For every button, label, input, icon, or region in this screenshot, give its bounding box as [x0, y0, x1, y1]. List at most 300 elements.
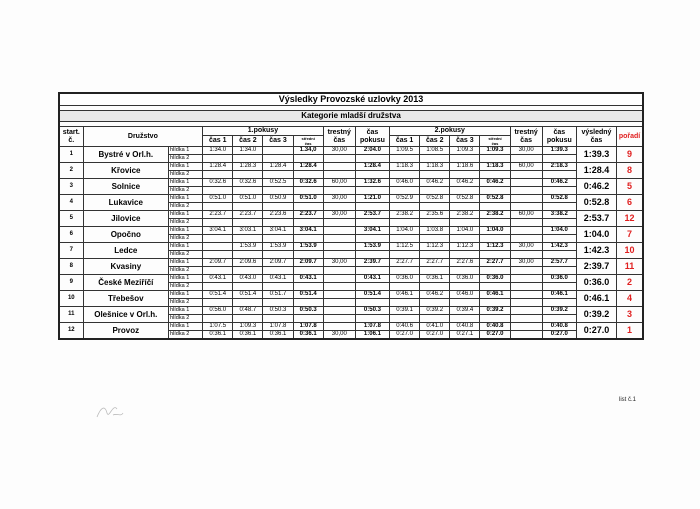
- patrol-2-attempt-time-1: [355, 203, 389, 211]
- patrol-2-penalty-1: [323, 235, 355, 243]
- final-time: 0:27.0: [576, 323, 616, 340]
- median-time-1: 1:28.4: [293, 163, 323, 171]
- attempt-1-time-2: 0:51.4: [233, 291, 263, 299]
- patrol-2-attempt-2-cell: [420, 251, 450, 259]
- patrol-2-attempt-2-cell: [420, 187, 450, 195]
- patrol-2-attempt-1-cell: [293, 219, 323, 227]
- patrol-2-attempt-2-cell: [450, 299, 480, 307]
- header-penalty-1: trestný čas: [323, 127, 355, 147]
- median-time-1: 1:07.8: [293, 323, 323, 331]
- penalty-2: 30,00: [510, 147, 542, 155]
- header-median-b: střední čas: [480, 136, 510, 147]
- patrol-label-1: hlídka 1: [169, 275, 203, 283]
- patrol-2-attempt-2-cell: [480, 155, 510, 163]
- penalty-1: [323, 243, 355, 251]
- attempt-1-time-2: 2:09.6: [233, 259, 263, 267]
- attempt-1-time-3: 3:04.1: [263, 227, 293, 235]
- attempt-time-1: 0:43.1: [355, 275, 389, 283]
- patrol-2-attempt-2-cell: [450, 171, 480, 179]
- team-name: Jilovice: [83, 211, 168, 227]
- attempt-time-2: 2:18.3: [542, 163, 576, 171]
- patrol-2-penalty-2: [510, 203, 542, 211]
- attempt-2-time-3: 0:46.2: [450, 179, 480, 187]
- patrol-2-penalty-2: [510, 315, 542, 323]
- patrol-2-attempt-2-cell: [450, 315, 480, 323]
- attempt-2-time-2: 1:03.8: [420, 227, 450, 235]
- attempt-1-time-1: 1:34.0: [203, 147, 233, 155]
- attempt-time-1: 1:07.8: [355, 323, 389, 331]
- median-time-2: 0:46.1: [480, 291, 510, 299]
- patrol-2-attempt-2-cell: [390, 187, 420, 195]
- patrol-2-attempt-1-cell: [263, 267, 293, 275]
- attempt-time-2: 3:38.2: [542, 211, 576, 219]
- patrol-2-attempt-2-cell: 0:27.0: [480, 331, 510, 340]
- start-number: 9: [59, 275, 83, 291]
- attempt-1-time-3: 2:23.6: [263, 211, 293, 219]
- header-start-number: start. č.: [59, 127, 83, 147]
- patrol-2-attempt-1-cell: [203, 203, 233, 211]
- patrol-2-attempt-1-cell: [203, 187, 233, 195]
- patrol-2-attempt-1-cell: [203, 155, 233, 163]
- final-time: 1:42.3: [576, 243, 616, 259]
- patrol-2-attempt-2-cell: [450, 155, 480, 163]
- patrol-2-attempt-1-cell: [293, 283, 323, 291]
- header-attempt-2: 2.pokusy: [390, 127, 511, 136]
- start-number: 8: [59, 259, 83, 275]
- attempt-time-2: 0:39.2: [542, 307, 576, 315]
- patrol-2-attempt-time-2: [542, 203, 576, 211]
- patrol-label-1: hlídka 1: [169, 323, 203, 331]
- attempt-1-time-2: 1:53.9: [233, 243, 263, 251]
- start-number: 6: [59, 227, 83, 243]
- table-row: [59, 211, 643, 219]
- attempt-time-2: 1:39.3: [542, 147, 576, 155]
- team-name: Provoz: [83, 323, 168, 340]
- patrol-2-attempt-time-2: [542, 283, 576, 291]
- patrol-2-attempt-2-cell: [390, 283, 420, 291]
- final-time: 1:04.0: [576, 227, 616, 243]
- attempt-1-time-1: 0:51.0: [203, 195, 233, 203]
- patrol-2-penalty-1: [323, 267, 355, 275]
- patrol-2-penalty-1: 30,00: [323, 331, 355, 340]
- penalty-1: [323, 323, 355, 331]
- patrol-2-attempt-1-cell: [233, 315, 263, 323]
- attempt-time-1: 0:50.3: [355, 307, 389, 315]
- rank: 6: [617, 195, 643, 211]
- team-name: Lukavice: [83, 195, 168, 211]
- attempt-2-time-2: 2:35.6: [420, 211, 450, 219]
- patrol-2-penalty-1: [323, 203, 355, 211]
- patrol-2-attempt-time-1: [355, 283, 389, 291]
- median-time-2: 1:18.3: [480, 163, 510, 171]
- patrol-2-attempt-1-cell: [203, 283, 233, 291]
- patrol-2-attempt-1-cell: [203, 171, 233, 179]
- median-time-2: 0:36.0: [480, 275, 510, 283]
- attempt-2-time-2: 0:52.8: [420, 195, 450, 203]
- header-final-time: výsledný čas: [576, 127, 616, 147]
- patrol-label-2: hlídka 2: [169, 155, 203, 163]
- attempt-2-time-2: 0:46.2: [420, 291, 450, 299]
- patrol-2-attempt-2-cell: [420, 299, 450, 307]
- attempt-time-2: 0:36.0: [542, 275, 576, 283]
- patrol-label-1: hlídka 1: [169, 307, 203, 315]
- rank: 1: [617, 323, 643, 340]
- attempt-2-time-1: 1:04.0: [390, 227, 420, 235]
- penalty-2: 30,00: [510, 259, 542, 267]
- patrol-2-attempt-1-cell: [233, 171, 263, 179]
- rank: 3: [617, 307, 643, 323]
- penalty-1: 30,00: [323, 147, 355, 155]
- penalty-1: 30,00: [323, 195, 355, 203]
- patrol-2-attempt-time-1: 1:06.1: [355, 331, 389, 340]
- patrol-2-attempt-2-cell: [390, 171, 420, 179]
- team-name: Bystré v Orl.h.: [83, 147, 168, 163]
- median-time-2: 2:27.7: [480, 259, 510, 267]
- patrol-2-attempt-1-cell: [233, 187, 263, 195]
- patrol-2-penalty-1: [323, 171, 355, 179]
- patrol-label-1: hlídka 1: [169, 211, 203, 219]
- patrol-2-attempt-time-2: [542, 155, 576, 163]
- patrol-label-2: hlídka 2: [169, 283, 203, 291]
- attempt-2-time-1: 0:36.0: [390, 275, 420, 283]
- header-time-3a: čas 3: [263, 136, 293, 147]
- attempt-1-time-1: 2:23.7: [203, 211, 233, 219]
- rank: 2: [617, 275, 643, 291]
- median-time-1: 0:51.4: [293, 291, 323, 299]
- patrol-2-attempt-2-cell: [480, 235, 510, 243]
- rank: 5: [617, 179, 643, 195]
- attempt-2-time-3: 1:18.6: [450, 163, 480, 171]
- patrol-2-attempt-1-cell: [263, 251, 293, 259]
- patrol-2-attempt-2-cell: [420, 283, 450, 291]
- patrol-2-penalty-2: [510, 251, 542, 259]
- start-number: 1: [59, 147, 83, 163]
- pencil-scribble: [93, 395, 133, 425]
- penalty-1: [323, 275, 355, 283]
- patrol-2-attempt-1-cell: [203, 219, 233, 227]
- header-rank: pořadí: [617, 127, 643, 147]
- median-time-1: 0:51.0: [293, 195, 323, 203]
- attempt-1-time-2: 1:09.3: [233, 323, 263, 331]
- table-row: [59, 259, 643, 267]
- team-name: Opočno: [83, 227, 168, 243]
- patrol-2-attempt-time-2: [542, 219, 576, 227]
- patrol-2-attempt-1-cell: [293, 235, 323, 243]
- attempt-time-2: 0:52.8: [542, 195, 576, 203]
- patrol-2-attempt-2-cell: [420, 155, 450, 163]
- team-name: Olešnice v Orl.h.: [83, 307, 168, 323]
- patrol-2-attempt-2-cell: [420, 219, 450, 227]
- attempt-time-2: 0:40.8: [542, 323, 576, 331]
- attempt-2-time-1: 1:12.5: [390, 243, 420, 251]
- patrol-label-2: hlídka 2: [169, 171, 203, 179]
- patrol-2-attempt-time-1: [355, 235, 389, 243]
- attempt-time-2: 1:42.3: [542, 243, 576, 251]
- team-name: Kvasiny: [83, 259, 168, 275]
- rank: 4: [617, 291, 643, 307]
- attempt-1-time-1: 1:07.5: [203, 323, 233, 331]
- median-time-1: 1:53.9: [293, 243, 323, 251]
- patrol-label-1: hlídka 1: [169, 243, 203, 251]
- patrol-2-attempt-1-cell: [263, 315, 293, 323]
- patrol-2-attempt-1-cell: [293, 171, 323, 179]
- attempt-1-time-2: 1:34.0: [233, 147, 263, 155]
- patrol-2-attempt-2-cell: [390, 203, 420, 211]
- penalty-1: [323, 227, 355, 235]
- patrol-2-attempt-1-cell: 0:36.1: [203, 331, 233, 340]
- patrol-2-attempt-1-cell: [203, 235, 233, 243]
- patrol-2-penalty-1: [323, 299, 355, 307]
- penalty-2: [510, 179, 542, 187]
- attempt-2-time-3: 0:36.0: [450, 275, 480, 283]
- category-subtitle: Kategorie mladší družstva: [59, 111, 643, 122]
- patrol-2-attempt-time-1: [355, 267, 389, 275]
- table-row: [59, 323, 643, 331]
- patrol-2-attempt-2-cell: [420, 315, 450, 323]
- attempt-2-time-1: 1:18.3: [390, 163, 420, 171]
- team-name: Křovice: [83, 163, 168, 179]
- table-title: Výsledky Provozské uzlovky 2013: [59, 93, 643, 106]
- patrol-2-attempt-1-cell: [263, 155, 293, 163]
- patrol-2-penalty-2: [510, 299, 542, 307]
- attempt-time-1: 1:21.0: [355, 195, 389, 203]
- patrol-2-attempt-time-2: [542, 315, 576, 323]
- attempt-2-time-3: 2:27.6: [450, 259, 480, 267]
- penalty-1: [323, 291, 355, 299]
- start-number: 2: [59, 163, 83, 179]
- patrol-2-penalty-1: [323, 219, 355, 227]
- median-time-2: 1:12.3: [480, 243, 510, 251]
- attempt-2-time-3: 1:09.3: [450, 147, 480, 155]
- attempt-1-time-1: 0:51.4: [203, 291, 233, 299]
- attempt-2-time-2: 1:08.5: [420, 147, 450, 155]
- median-time-1: 2:09.7: [293, 259, 323, 267]
- attempt-2-time-2: 0:46.2: [420, 179, 450, 187]
- table-row: [59, 195, 643, 203]
- start-number: 4: [59, 195, 83, 211]
- attempt-1-time-1: 0:56.0: [203, 307, 233, 315]
- patrol-2-attempt-2-cell: [480, 219, 510, 227]
- patrol-2-attempt-2-cell: [480, 315, 510, 323]
- attempt-2-time-2: 0:36.1: [420, 275, 450, 283]
- patrol-2-attempt-2-cell: [480, 187, 510, 195]
- penalty-2: [510, 195, 542, 203]
- patrol-2-attempt-time-2: [542, 267, 576, 275]
- patrol-2-penalty-2: [510, 219, 542, 227]
- patrol-2-attempt-time-1: [355, 219, 389, 227]
- attempt-time-1: 2:04.0: [355, 147, 389, 155]
- table-row: [59, 307, 643, 315]
- patrol-2-attempt-1-cell: [233, 251, 263, 259]
- patrol-2-penalty-2: [510, 267, 542, 275]
- patrol-label-1: hlídka 1: [169, 179, 203, 187]
- attempt-2-time-1: 1:09.5: [390, 147, 420, 155]
- attempt-2-time-3: 0:52.8: [450, 195, 480, 203]
- attempt-1-time-3: 0:52.5: [263, 179, 293, 187]
- attempt-1-time-1: 0:43.1: [203, 275, 233, 283]
- rank: 7: [617, 227, 643, 243]
- attempt-time-1: 0:51.4: [355, 291, 389, 299]
- patrol-2-attempt-1-cell: [293, 203, 323, 211]
- patrol-2-attempt-2-cell: [420, 267, 450, 275]
- median-time-2: 0:52.8: [480, 195, 510, 203]
- patrol-2-attempt-2-cell: [450, 283, 480, 291]
- attempt-time-2: 1:04.0: [542, 227, 576, 235]
- attempt-1-time-1: 1:28.4: [203, 163, 233, 171]
- patrol-label-2: hlídka 2: [169, 299, 203, 307]
- patrol-2-attempt-time-1: [355, 155, 389, 163]
- attempt-1-time-1: [203, 243, 233, 251]
- rank: 9: [617, 147, 643, 163]
- patrol-label-2: hlídka 2: [169, 267, 203, 275]
- table-row: [59, 275, 643, 283]
- patrol-2-attempt-2-cell: [480, 267, 510, 275]
- attempt-1-time-1: 3:04.1: [203, 227, 233, 235]
- penalty-1: [323, 307, 355, 315]
- attempt-time-1: 2:39.7: [355, 259, 389, 267]
- header-time-1b: čas 1: [390, 136, 420, 147]
- header-team: Družstvo: [83, 127, 203, 147]
- patrol-2-attempt-1-cell: 0:36.1: [263, 331, 293, 340]
- attempt-2-time-2: 1:18.3: [420, 163, 450, 171]
- penalty-2: [510, 323, 542, 331]
- final-time: 0:46.1: [576, 291, 616, 307]
- median-time-2: 2:38.2: [480, 211, 510, 219]
- attempt-1-time-3: 0:51.7: [263, 291, 293, 299]
- patrol-2-attempt-2-cell: [390, 315, 420, 323]
- patrol-2-attempt-2-cell: [450, 187, 480, 195]
- patrol-2-attempt-2-cell: [390, 219, 420, 227]
- attempt-2-time-1: 2:27.7: [390, 259, 420, 267]
- patrol-2-attempt-time-2: [542, 251, 576, 259]
- patrol-2-attempt-time-1: [355, 187, 389, 195]
- patrol-2-attempt-time-2: [542, 299, 576, 307]
- penalty-1: [323, 163, 355, 171]
- patrol-2-attempt-1-cell: [233, 155, 263, 163]
- patrol-2-attempt-2-cell: [480, 251, 510, 259]
- final-time: 0:52.8: [576, 195, 616, 211]
- attempt-2-time-3: 1:04.0: [450, 227, 480, 235]
- patrol-2-attempt-2-cell: [390, 155, 420, 163]
- attempt-1-time-1: 2:09.7: [203, 259, 233, 267]
- start-number: 10: [59, 291, 83, 307]
- patrol-2-attempt-2-cell: [480, 283, 510, 291]
- attempt-time-2: 0:46.1: [542, 291, 576, 299]
- penalty-1: 30,00: [323, 259, 355, 267]
- attempt-1-time-2: 0:48.7: [233, 307, 263, 315]
- attempt-time-2: 0:46.2: [542, 179, 576, 187]
- patrol-2-penalty-2: [510, 155, 542, 163]
- final-time: 2:39.7: [576, 259, 616, 275]
- penalty-2: 60,00: [510, 211, 542, 219]
- patrol-2-attempt-2-cell: [390, 251, 420, 259]
- header-median-a: střední čas: [293, 136, 323, 147]
- team-name: Třebešov: [83, 291, 168, 307]
- attempt-1-time-1: 0:32.6: [203, 179, 233, 187]
- header-time-3b: čas 3: [450, 136, 480, 147]
- final-time: 0:46.2: [576, 179, 616, 195]
- attempt-1-time-3: [263, 147, 293, 155]
- patrol-2-attempt-1-cell: [233, 235, 263, 243]
- patrol-2-attempt-1-cell: [293, 267, 323, 275]
- patrol-label-2: hlídka 2: [169, 331, 203, 340]
- patrol-label-2: hlídka 2: [169, 315, 203, 323]
- patrol-2-attempt-1-cell: [263, 299, 293, 307]
- penalty-1: 30,00: [323, 211, 355, 219]
- median-time-1: 1.34,0: [293, 147, 323, 155]
- header-attempt-1: 1.pokusy: [203, 127, 324, 136]
- start-number: 5: [59, 211, 83, 227]
- attempt-time-1: 1:28.4: [355, 163, 389, 171]
- patrol-2-attempt-2-cell: [450, 203, 480, 211]
- patrol-2-attempt-1-cell: [263, 219, 293, 227]
- patrol-2-attempt-time-1: [355, 315, 389, 323]
- table-row: [59, 291, 643, 299]
- patrol-2-attempt-2-cell: 0:27.0: [390, 331, 420, 340]
- patrol-2-attempt-2-cell: 0:27.1: [450, 331, 480, 340]
- median-time-1: 2:23.7: [293, 211, 323, 219]
- patrol-2-attempt-1-cell: [263, 203, 293, 211]
- patrol-label-1: hlídka 1: [169, 259, 203, 267]
- rank: 11: [617, 259, 643, 275]
- patrol-2-attempt-time-2: [542, 171, 576, 179]
- attempt-2-time-3: 0:39.4: [450, 307, 480, 315]
- patrol-label-2: hlídka 2: [169, 203, 203, 211]
- patrol-2-attempt-time-1: [355, 299, 389, 307]
- final-time: 1:28.4: [576, 163, 616, 179]
- team-name: České Meziříčí: [83, 275, 168, 291]
- patrol-2-attempt-1-cell: [233, 299, 263, 307]
- patrol-2-attempt-1-cell: [203, 299, 233, 307]
- team-name: Solnice: [83, 179, 168, 195]
- median-time-1: 3:04.1: [293, 227, 323, 235]
- patrol-2-attempt-1-cell: [233, 203, 263, 211]
- patrol-2-attempt-2-cell: [480, 171, 510, 179]
- attempt-2-time-1: 0:40.6: [390, 323, 420, 331]
- rank: 12: [617, 211, 643, 227]
- patrol-2-attempt-time-2: [542, 187, 576, 195]
- patrol-2-attempt-2-cell: [390, 299, 420, 307]
- patrol-2-attempt-1-cell: [293, 187, 323, 195]
- patrol-label-1: hlídka 1: [169, 227, 203, 235]
- patrol-2-attempt-2-cell: [480, 203, 510, 211]
- attempt-1-time-2: 0:51.0: [233, 195, 263, 203]
- median-time-2: 0:39.2: [480, 307, 510, 315]
- median-time-2: 0:46.2: [480, 179, 510, 187]
- median-time-2: 1:09.3: [480, 147, 510, 155]
- patrol-2-attempt-1-cell: [293, 299, 323, 307]
- patrol-2-penalty-1: [323, 251, 355, 259]
- attempt-2-time-2: 0:41.0: [420, 323, 450, 331]
- patrol-label-1: hlídka 1: [169, 147, 203, 155]
- median-time-2: 0:40.8: [480, 323, 510, 331]
- rank: 8: [617, 163, 643, 179]
- patrol-2-penalty-2: [510, 171, 542, 179]
- patrol-2-penalty-2: [510, 187, 542, 195]
- attempt-2-time-1: 0:52.9: [390, 195, 420, 203]
- patrol-label-2: hlídka 2: [169, 251, 203, 259]
- attempt-1-time-3: 1:28.4: [263, 163, 293, 171]
- attempt-1-time-3: 0:50.3: [263, 307, 293, 315]
- attempt-2-time-2: 0:39.2: [420, 307, 450, 315]
- header-penalty-2: trestný čas: [510, 127, 542, 147]
- attempt-time-1: 3:04.1: [355, 227, 389, 235]
- sheet-number: list č.1: [619, 397, 637, 403]
- patrol-2-attempt-time-1: [355, 251, 389, 259]
- patrol-2-attempt-2-cell: [480, 299, 510, 307]
- table-row: [59, 227, 643, 235]
- table-row: [59, 179, 643, 187]
